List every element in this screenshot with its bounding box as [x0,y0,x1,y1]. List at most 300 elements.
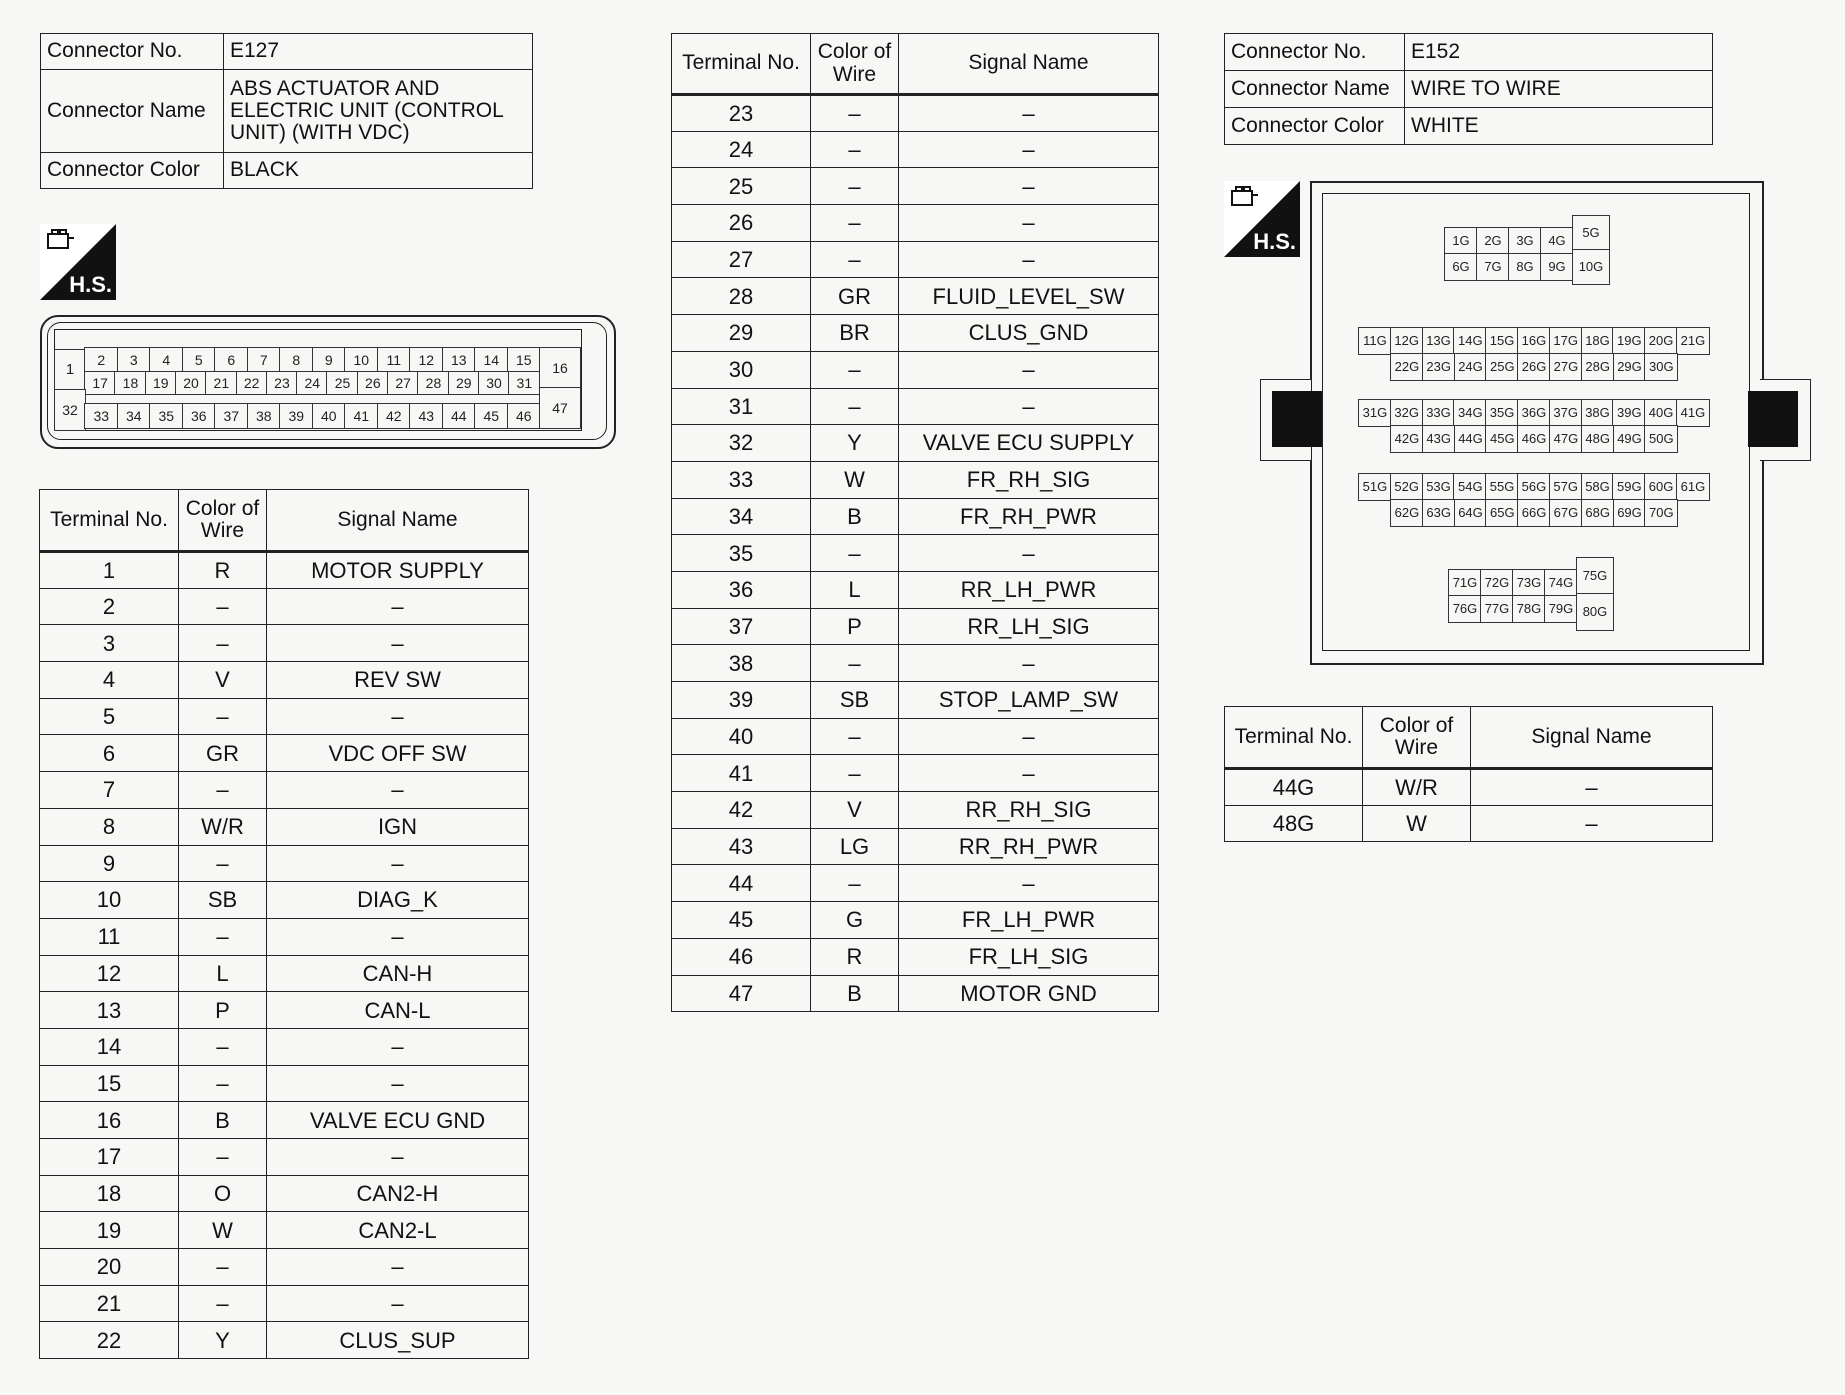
table-row [40,625,529,662]
table-row [672,278,1159,315]
table-row [40,1065,529,1102]
signal-name-cell: – [267,698,529,735]
terminal-no-cell: 36 [672,571,811,608]
wire-color-cell: – [179,845,267,882]
connector-pin: 25G [1485,353,1519,381]
connector-pin: 50G [1644,425,1678,453]
connector-pin: 56G [1517,473,1551,501]
wire-color-cell: – [811,351,899,388]
wire-color-cell: – [179,698,267,735]
connector-pin: 20G [1644,327,1678,355]
connector-pin: 20 [175,371,207,395]
connector-pin: 38G [1581,399,1615,427]
terminal-no-cell: 43 [672,828,811,865]
header-terminal-no: Terminal No. [672,34,811,95]
signal-name-cell: – [899,645,1159,682]
wire-color-cell: W [179,1212,267,1249]
signal-name-cell: – [267,918,529,955]
wire-color-cell: P [179,992,267,1029]
table-row [672,792,1159,829]
wire-color-cell: P [811,608,899,645]
terminal-no-cell: 22 [40,1322,179,1359]
connector-pin: 76G [1448,595,1482,623]
terminal-no-cell: 33 [672,461,811,498]
connector-pin: 53G [1422,473,1456,501]
wire-color-cell: – [811,388,899,425]
signal-name-cell: – [899,351,1159,388]
wire-color-cell: L [179,955,267,992]
connector-pin: 55G [1485,473,1519,501]
table-row [672,315,1159,352]
connector-pin: 62G [1390,499,1424,527]
wire-color-cell: L [811,571,899,608]
signal-name-cell: – [899,205,1159,242]
connector-pin: 31 [508,371,540,395]
table-row [40,808,529,845]
table-row [40,772,529,809]
connector-pin: 36 [182,403,217,429]
signal-name-cell: REV SW [267,662,529,699]
table-row [672,718,1159,755]
table-row [40,845,529,882]
signal-name-cell: – [1471,805,1713,842]
table-row [672,608,1159,645]
signal-name-cell: STOP_LAMP_SW [899,682,1159,719]
connector-pin: 51G [1358,473,1392,501]
terminal-no-cell: 44 [672,865,811,902]
connector-pin: 71G [1448,569,1482,597]
connector-pin: 21 [205,371,237,395]
wire-color-cell: R [179,552,267,589]
signal-name-cell: CLUS_GND [899,315,1159,352]
table-row [40,1175,529,1212]
header-color-of-wire: Color of Wire [1363,707,1471,769]
connector-pin: 65G [1485,499,1519,527]
e127-terminal-table-1 [39,489,529,1359]
connector-pin: 43G [1422,425,1456,453]
wire-color-cell: – [179,1028,267,1065]
connector-pin: 28 [417,371,449,395]
terminal-no-cell: 17 [40,1139,179,1176]
connector-pin: 1G [1444,227,1478,255]
connector-pin: 60G [1644,473,1678,501]
terminal-no-cell: 47 [672,975,811,1012]
table-row [40,698,529,735]
connector-pin: 42G [1390,425,1424,453]
connector-pin: 19 [145,371,177,395]
terminal-no-cell: 18 [40,1175,179,1212]
wire-color-cell: – [811,168,899,205]
connector-pin: 37G [1549,399,1583,427]
connector-pin: 36G [1517,399,1551,427]
connector-pin: 47 [539,387,581,429]
connector-pin: 9 [312,347,347,373]
connector-pin: 43 [409,403,444,429]
terminal-no-cell: 5 [40,698,179,735]
table-row [672,425,1159,462]
terminal-no-cell: 26 [672,205,811,242]
table-row [672,645,1159,682]
signal-name-cell: – [899,95,1159,132]
terminal-no-cell: 2 [40,588,179,625]
connector-pin: 18 [114,371,146,395]
connector-pin: 5G [1572,215,1610,251]
terminal-no-cell: 45 [672,902,811,939]
e152-connector-name-value: WIRE TO WIRE [1405,71,1713,108]
wire-color-cell: – [179,588,267,625]
table-row [672,388,1159,425]
connector-pin: 37 [214,403,249,429]
table-row [672,95,1159,132]
hs-label: H.S. [69,272,112,297]
signal-name-cell: IGN [267,808,529,845]
e152-connector-no-value: E152 [1405,34,1713,71]
table-row [672,205,1159,242]
wire-color-cell: Y [179,1322,267,1359]
terminal-no-cell: 28 [672,278,811,315]
signal-name-cell: – [267,1249,529,1286]
signal-name-cell: – [899,241,1159,278]
connector-pin: 7 [247,347,282,373]
connector-pin: 30 [478,371,510,395]
terminal-no-cell: 42 [672,792,811,829]
connector-pin: 14G [1453,327,1487,355]
connector-pin: 32G [1390,399,1424,427]
connector-pin: 4G [1540,227,1574,255]
connector-pin: 16G [1517,327,1551,355]
connector-pin: 67G [1549,499,1583,527]
terminal-no-cell: 20 [40,1249,179,1286]
wire-color-cell: W/R [179,808,267,845]
terminal-no-cell: 40 [672,718,811,755]
terminal-no-cell: 11 [40,918,179,955]
signal-name-cell: CAN2-L [267,1212,529,1249]
connector-pin: 30G [1644,353,1678,381]
connector-pin: 35G [1485,399,1519,427]
connector-pin: 74G [1544,569,1578,597]
terminal-no-cell: 15 [40,1065,179,1102]
connector-pin: 52G [1390,473,1424,501]
signal-name-cell: MOTOR SUPPLY [267,552,529,589]
connector-pin: 26G [1517,353,1551,381]
terminal-no-cell: 24 [672,131,811,168]
harness-side-icon [1224,181,1300,257]
terminal-no-cell: 1 [40,552,179,589]
table-row [40,1249,529,1286]
connector-hand-icon [46,228,76,252]
signal-name-cell: – [899,388,1159,425]
table-row [40,552,529,589]
connector-pin: 22 [236,371,268,395]
signal-name-cell: – [267,1028,529,1065]
connector-pin: 39 [279,403,314,429]
table-row [40,882,529,919]
terminal-no-cell: 37 [672,608,811,645]
connector-pin: 27G [1549,353,1583,381]
table-row [40,1322,529,1359]
table-row [672,755,1159,792]
signal-name-cell: CAN2-H [267,1175,529,1212]
table-row [1225,805,1713,842]
wire-color-cell: Y [811,425,899,462]
connector-pin: 47G [1549,425,1583,453]
connector-pin: 44 [442,403,477,429]
connector-pin: 13 [442,347,477,373]
e152-terminal-table [1224,706,1713,842]
terminal-no-cell: 14 [40,1028,179,1065]
connector-pin: 11 [377,347,412,373]
signal-name-cell: – [267,1139,529,1176]
hs-label: H.S. [1253,229,1296,254]
connector-pin: 12 [409,347,444,373]
e127-connector-color-label: Connector Color [41,153,224,189]
e127-terminal-table-2 [671,33,1159,1012]
connector-pin: 19G [1612,327,1646,355]
wire-color-cell: SB [179,882,267,919]
wire-color-cell: W [1363,805,1471,842]
terminal-no-cell: 13 [40,992,179,1029]
connector-pin: 32 [54,389,86,431]
connector-pin: 33 [84,403,119,429]
connector-pin: 24G [1454,353,1488,381]
wire-color-cell: – [811,645,899,682]
connector-pin: 12G [1390,327,1424,355]
connector-pin: 10G [1572,249,1610,285]
connector-pin: 57G [1549,473,1583,501]
wire-color-cell: – [179,1065,267,1102]
e127-connector-name-value: ABS ACTUATOR AND ELECTRIC UNIT (CONTROL UNIT) (WITH VDC) [224,70,533,153]
signal-name-cell: CAN-H [267,955,529,992]
signal-name-cell: RR_LH_PWR [899,571,1159,608]
signal-name-cell: VDC OFF SW [267,735,529,772]
connector-pin: 6 [214,347,249,373]
signal-name-cell: – [899,535,1159,572]
signal-name-cell: RR_LH_SIG [899,608,1159,645]
header-terminal-no: Terminal No. [1225,707,1363,769]
connector-pin: 25 [326,371,358,395]
table-row [672,571,1159,608]
table-row [40,735,529,772]
connector-pin: 26 [357,371,389,395]
header-signal-name: Signal Name [899,34,1159,95]
signal-name-cell: FLUID_LEVEL_SW [899,278,1159,315]
terminal-no-cell: 21 [40,1285,179,1322]
connector-pin: 15G [1485,327,1519,355]
connector-pin: 46 [507,403,542,429]
connector-pin: 41 [344,403,379,429]
signal-name-cell: – [267,1285,529,1322]
table-row [672,241,1159,278]
signal-name-cell: FR_LH_PWR [899,902,1159,939]
wire-color-cell: – [179,1285,267,1322]
signal-name-cell: – [899,718,1159,755]
wire-color-cell: – [811,131,899,168]
terminal-no-cell: 44G [1225,769,1363,806]
e152-connector-color-value: WHITE [1405,108,1713,145]
table-row [672,168,1159,205]
wire-color-cell: B [179,1102,267,1139]
connector-pin: 59G [1612,473,1646,501]
header-color-of-wire: Color of Wire [179,490,267,552]
connector-pin: 17 [84,371,116,395]
terminal-no-cell: 35 [672,535,811,572]
connector-pin: 5 [182,347,217,373]
wire-color-cell: W/R [1363,769,1471,806]
connector-pin: 42 [377,403,412,429]
wire-color-cell: LG [811,828,899,865]
connector-pin: 29G [1613,353,1647,381]
wire-color-cell: – [811,755,899,792]
terminal-no-cell: 6 [40,735,179,772]
signal-name-cell: – [899,865,1159,902]
table-row [40,662,529,699]
connector-pin: 34 [117,403,152,429]
connector-pin: 1 [54,349,86,391]
connector-pin: 49G [1613,425,1647,453]
signal-name-cell: – [267,1065,529,1102]
terminal-no-cell: 4 [40,662,179,699]
connector-pin: 78G [1512,595,1546,623]
connector-pin: 68G [1581,499,1615,527]
connector-pin: 9G [1540,253,1574,281]
connector-pin: 6G [1444,253,1478,281]
table-row [672,828,1159,865]
e152-connector-color-label: Connector Color [1225,108,1405,145]
connector-pin: 27 [387,371,419,395]
terminal-no-cell: 7 [40,772,179,809]
table-row [40,992,529,1029]
connector-pin: 4 [149,347,184,373]
signal-name-cell: FR_RH_SIG [899,461,1159,498]
connector-pin: 64G [1454,499,1488,527]
wire-color-cell: W [811,461,899,498]
connector-pin: 16 [539,347,581,389]
signal-name-cell: CAN-L [267,992,529,1029]
signal-name-cell: – [267,772,529,809]
connector-pin: 73G [1512,569,1546,597]
terminal-no-cell: 23 [672,95,811,132]
wire-color-cell: – [179,1139,267,1176]
header-terminal-no: Terminal No. [40,490,179,552]
terminal-no-cell: 32 [672,425,811,462]
wire-color-cell: – [811,95,899,132]
connector-pin: 40 [312,403,347,429]
wire-color-cell: – [179,918,267,955]
connector-pin: 23G [1422,353,1456,381]
connector-pin: 10 [344,347,379,373]
signal-name-cell: RR_RH_PWR [899,828,1159,865]
terminal-no-cell: 8 [40,808,179,845]
wire-color-cell: GR [179,735,267,772]
connector-pin: 39G [1612,399,1646,427]
signal-name-cell: VALVE ECU GND [267,1102,529,1139]
header-color-of-wire: Color of Wire [811,34,899,95]
table-row [40,1212,529,1249]
wire-color-cell: – [179,772,267,809]
connector-pin: 2G [1476,227,1510,255]
e127-connector-face [40,315,616,449]
table-row [672,461,1159,498]
table-row [40,1028,529,1065]
wire-color-cell: R [811,938,899,975]
connector-pin: 66G [1517,499,1551,527]
terminal-no-cell: 12 [40,955,179,992]
table-row [672,498,1159,535]
table-row [40,1139,529,1176]
connector-pin: 28G [1581,353,1615,381]
connector-pin: 41G [1676,399,1710,427]
connector-pin: 80G [1576,593,1614,631]
connector-pin: 31G [1358,399,1392,427]
table-row [40,1285,529,1322]
signal-name-cell: – [267,845,529,882]
connector-pin: 70G [1644,499,1678,527]
connector-pin: 58G [1581,473,1615,501]
connector-pin: 61G [1676,473,1710,501]
wire-color-cell: G [811,902,899,939]
connector-pin: 72G [1480,569,1514,597]
terminal-no-cell: 25 [672,168,811,205]
signal-name-cell: – [899,755,1159,792]
connector-pin: 21G [1676,327,1710,355]
wire-color-cell: – [811,205,899,242]
wire-color-cell: V [179,662,267,699]
table-row [672,351,1159,388]
connector-pin: 46G [1517,425,1551,453]
e127-connector-no-value: E127 [224,34,533,70]
table-row [40,588,529,625]
terminal-no-cell: 27 [672,241,811,278]
connector-pin: 69G [1613,499,1647,527]
header-signal-name: Signal Name [1471,707,1713,769]
e152-connector-name-label: Connector Name [1225,71,1405,108]
signal-name-cell: VALVE ECU SUPPLY [899,425,1159,462]
e152-connector-no-label: Connector No. [1225,34,1405,71]
wire-color-cell: – [811,718,899,755]
connector-pin: 48G [1581,425,1615,453]
connector-hand-icon [1230,185,1260,209]
wire-color-cell: B [811,498,899,535]
connector-pin: 24 [296,371,328,395]
connector-pin: 14 [474,347,509,373]
connector-pin: 7G [1476,253,1510,281]
table-row [1225,769,1713,806]
terminal-no-cell: 30 [672,351,811,388]
e127-connector-name-label: Connector Name [41,70,224,153]
terminal-no-cell: 10 [40,882,179,919]
connector-pin: 15 [507,347,542,373]
signal-name-cell: – [899,168,1159,205]
wire-color-cell: – [811,865,899,902]
connector-pin: 23 [266,371,298,395]
signal-name-cell: – [1471,769,1713,806]
terminal-no-cell: 48G [1225,805,1363,842]
connector-pin: 11G [1358,327,1392,355]
connector-pin: 75G [1576,557,1614,595]
table-row [672,975,1159,1012]
wire-color-cell: GR [811,278,899,315]
wire-color-cell: V [811,792,899,829]
connector-pin: 33G [1422,399,1456,427]
connector-pin: 77G [1480,595,1514,623]
e127-info-table [40,33,533,189]
connector-pin: 17G [1549,327,1583,355]
table-row [40,918,529,955]
terminal-no-cell: 16 [40,1102,179,1139]
signal-name-cell: – [267,625,529,662]
signal-name-cell: – [899,131,1159,168]
signal-name-cell: DIAG_K [267,882,529,919]
